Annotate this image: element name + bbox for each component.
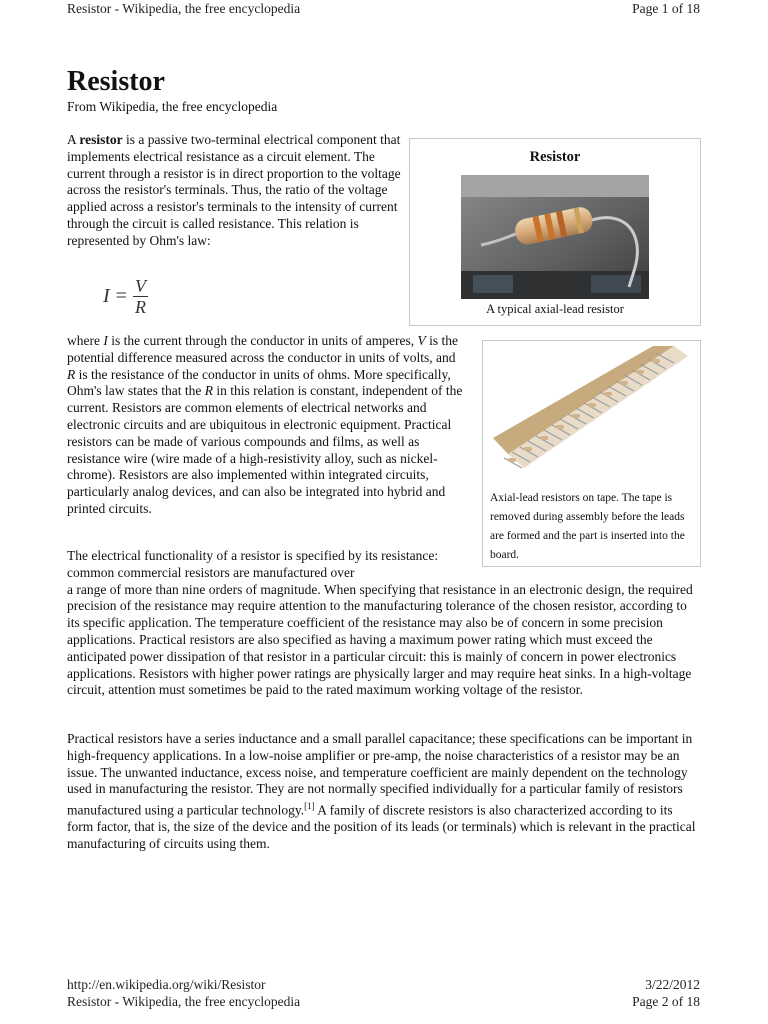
text-span: is the potential difference measured across the conductor in units of volts, and bbox=[67, 333, 459, 365]
formula-lhs: I bbox=[103, 285, 110, 307]
text-span: Practical resistors have a series inductance and a small parallel capacitance; these specifications can be important in high-frequency applications. In a low-noise amplifier or pre-amp, the noise characteristics of a resistor may be an issue. The unwanted inductance, excess noise, and temperature coefficient are mainly dependent on the technology used in manufacturing the resistor. They are not normally specified individually for a particular family of resistors manufactured using a particular technology. bbox=[67, 731, 693, 818]
text-span: is a passive two-terminal electrical component that implements electrical resistance as a circuit element. The current through a resistor is in direct proportion to the voltage across the resistor's terminals. Thus, the ratio of the voltage applied across a resistor's terminals to the intensity of current through the circuit is called resistance. This relation is represented by Ohm's law: bbox=[67, 132, 401, 248]
ohms-law-paragraph bbox=[67, 333, 467, 518]
text-span: where bbox=[67, 333, 104, 348]
text-span: The electrical functionality of a resistor is specified by its resistance: common commercial resistors are manufactured over bbox=[67, 548, 439, 580]
text-span: is the resistance of the conductor in units of ohms. More specifically, Ohm's law states that the bbox=[67, 366, 451, 399]
resistor-photo bbox=[461, 175, 649, 299]
infobox bbox=[409, 138, 701, 326]
text-span: A bbox=[67, 132, 80, 147]
text-span: in this relation is constant, independent of the current. Resistors are common elements of electrical networks and electronic circuits and are ubiquitous in electronic equipment. Practical resistors can be made of various compounds and films, as well as resistance wire (wire made of a high-resistivity alloy, such as nickel-chrome). Resistors are also implemented within integrated circuits, particularly analog devices, and can also be integrated into hybrid and printed circuits. bbox=[67, 383, 463, 516]
tape-figure-caption: Axial-lead resistors on tape. The tape is removed during assembly before the leads are formed and the part is inserted into the board. bbox=[490, 492, 685, 561]
var-r: R bbox=[67, 366, 76, 382]
var-v: V bbox=[417, 333, 426, 348]
var-i: I bbox=[103, 333, 108, 348]
infobox-title: Resistor bbox=[529, 149, 581, 165]
tape-figure bbox=[482, 340, 701, 567]
text-span: is the current through the conductor in units of amperes, bbox=[107, 333, 418, 348]
text-span: a range of more than nine orders of magnitude. When specifying that resistance in an electronic design, the required precision of the resistance may require attention to the manufacturing tolerance of the chosen resistor, according to its specific application. The temperature coefficient of the resistance may also be of concern in some precision applications. Practical resistors are also specified as having a maximum power rating which must exceed the anticipated power dissipation of that resistor in a particular circuit: this is mainly of concern in power electronics applications. Resistors with higher power ratings are physically larger and may require heat sinks. In a high-voltage circuit, attention must sometimes be paid to the rated maximum working voltage of the resistor. bbox=[67, 581, 693, 698]
practical-paragraph bbox=[67, 731, 702, 853]
reference-link[interactable]: [1] bbox=[304, 801, 315, 812]
header-doc-title: Resistor - Wikipedia, the free encyclopedia bbox=[67, 1, 301, 16]
intro-paragraph bbox=[67, 132, 412, 250]
infobox-caption: A typical axial-lead resistor bbox=[486, 302, 624, 316]
functionality-paragraph bbox=[67, 548, 702, 699]
footer-date: 3/22/2012 bbox=[645, 977, 700, 992]
formula-equals: = bbox=[115, 285, 127, 307]
header-page-number: Page 1 of 18 bbox=[632, 1, 700, 16]
footer-doc-title: Resistor - Wikipedia, the free encyclopedia bbox=[67, 994, 301, 1009]
var-r: R bbox=[204, 383, 214, 399]
text-span: A family of discrete resistors is also characterized according to its form factor, that is, the size of the device and the position of its leads (or terminals) which is relevant in the practical manufacturing of circuits using them. bbox=[67, 802, 696, 852]
page-title: Resistor bbox=[67, 66, 165, 97]
ohms-law-formula bbox=[103, 276, 148, 317]
formula-fraction bbox=[133, 276, 148, 317]
page-subtitle: From Wikipedia, the free encyclopedia bbox=[67, 99, 278, 114]
formula-denominator: R bbox=[134, 297, 146, 317]
footer-url[interactable]: http://en.wikipedia.org/wiki/Resistor bbox=[67, 977, 266, 992]
footer-page-number: Page 2 of 18 bbox=[632, 994, 700, 1009]
formula-numerator: V bbox=[134, 276, 146, 296]
resistor-tape-photo bbox=[488, 346, 693, 481]
bold-term: resistor bbox=[79, 132, 123, 147]
